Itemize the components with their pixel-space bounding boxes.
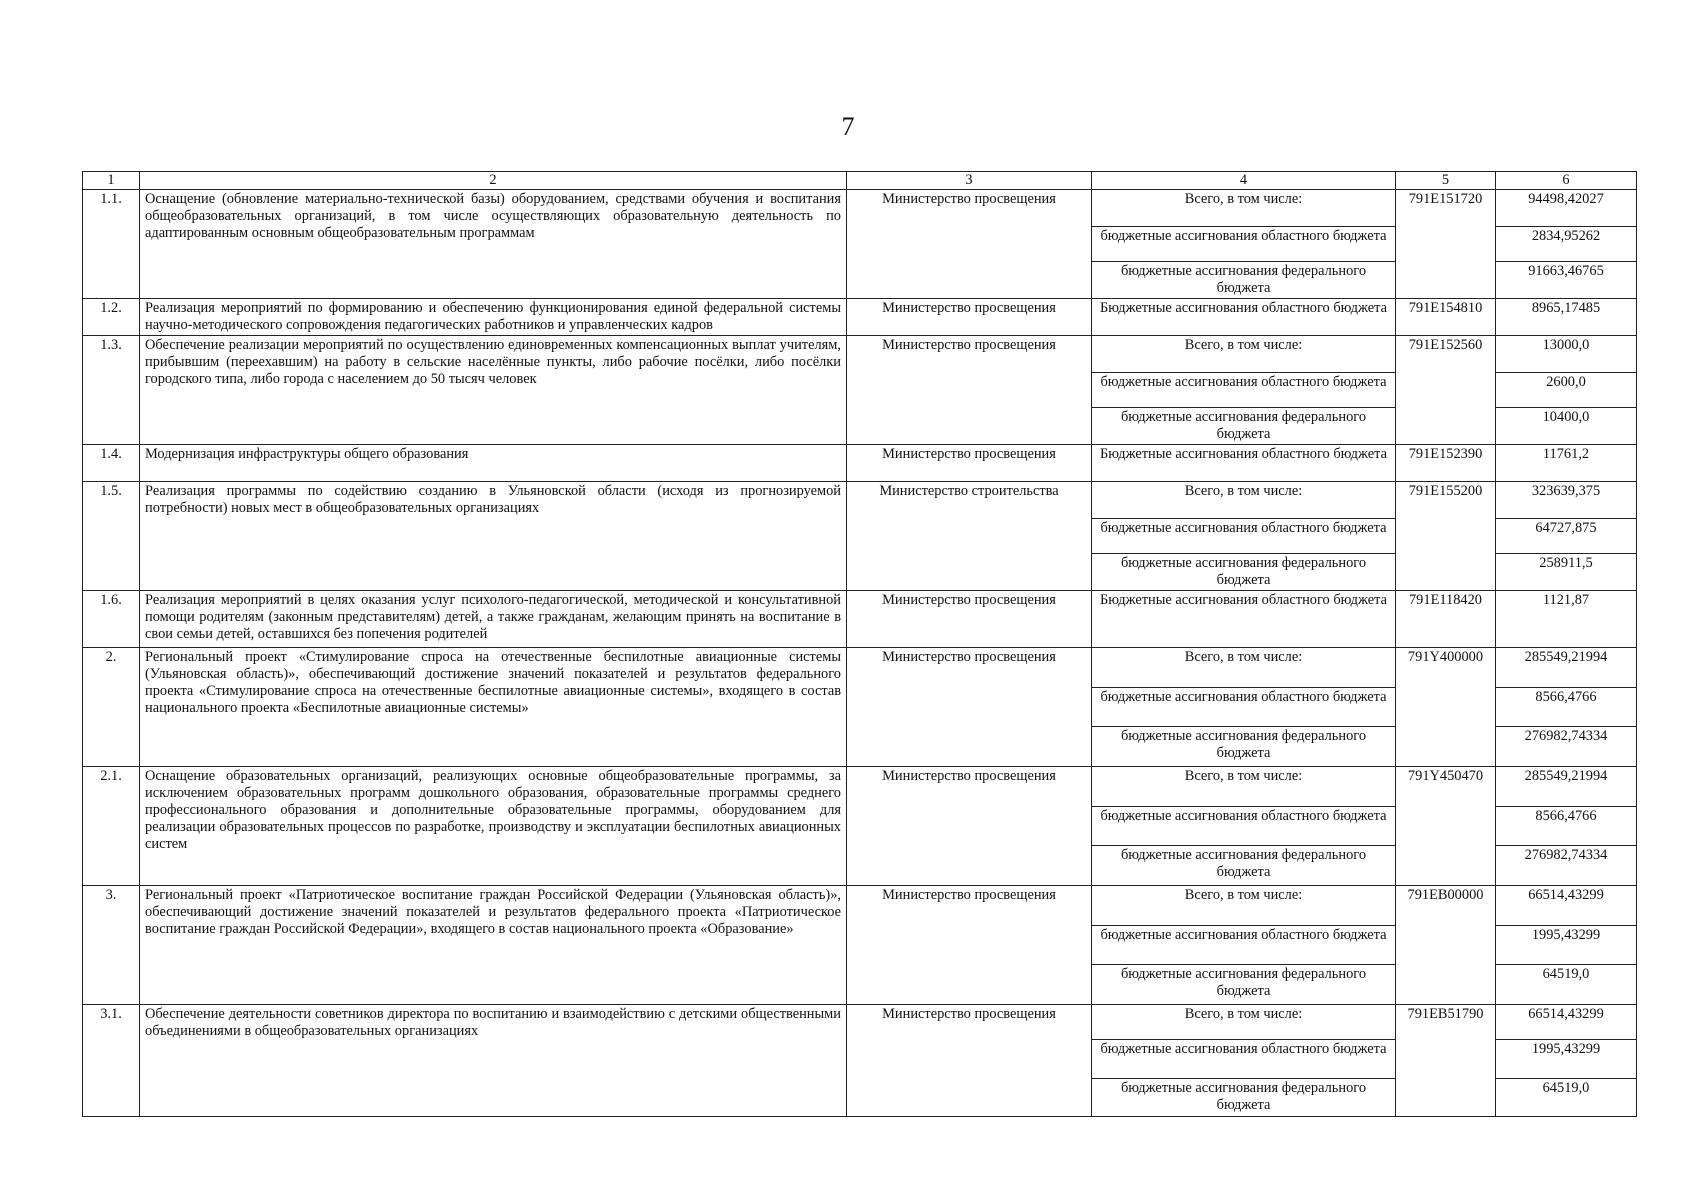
budget-table [82,171,1637,1117]
funding-amount: 285549,21994 [1496,767,1637,807]
row-number: 1.2. [83,299,140,336]
table-row [83,591,1637,648]
funding-amount: 13000,0 [1496,336,1637,373]
row-executor: Министерство просвещения [847,445,1092,482]
budget-code: 791E155200 [1396,482,1496,591]
row-number: 1.3. [83,336,140,445]
row-executor: Министерство просвещения [847,1005,1092,1117]
header-cell-1: 1 [83,172,140,190]
funding-source: бюджетные ассигнования областного бюджета [1092,519,1396,554]
funding-amount: 64519,0 [1496,965,1637,1005]
row-number: 2. [83,648,140,767]
row-description: Модернизация инфраструктуры общего образования [140,445,847,482]
table-row [83,482,1637,519]
funding-amount: 64519,0 [1496,1079,1637,1117]
budget-code: 791Y450470 [1396,767,1496,886]
row-description: Региональный проект «Патриотическое воспитание граждан Российской Федерации (Ульяновская область)», обеспечивающий достижение значений показателей и результатов федерального проекта «Патриотическое воспитание граждан Российской Федерации», входящего в состав национального проекта «Образование» [140,886,847,1005]
funding-amount: 1995,43299 [1496,926,1637,965]
budget-code: 791E151720 [1396,190,1496,299]
funding-source: бюджетные ассигнования федерального бюджета [1092,554,1396,591]
table-row [83,190,1637,227]
budget-code: 791EB00000 [1396,886,1496,1005]
budget-code: 791EB51790 [1396,1005,1496,1117]
funding-amount: 64727,875 [1496,519,1637,554]
row-executor: Министерство просвещения [847,336,1092,445]
row-executor: Министерство просвещения [847,299,1092,336]
header-cell-6: 6 [1496,172,1637,190]
funding-source: Всего, в том числе: [1092,648,1396,688]
funding-amount: 1995,43299 [1496,1040,1637,1079]
budget-code: 791E118420 [1396,591,1496,648]
row-executor: Министерство строительства [847,482,1092,591]
funding-source: бюджетные ассигнования федерального бюджета [1092,1079,1396,1117]
funding-source: бюджетные ассигнования федерального бюджета [1092,846,1396,886]
row-number: 3. [83,886,140,1005]
row-description: Оснащение образовательных организаций, реализующих основные общеобразовательные программы, за исключением образовательных программ дошкольного образования, образовательные программы среднего профессионального образования и дополнительные образовательные программы, оборудованием для реализации образовательных процессов по разработке, производству и эксплуатации беспилотных авиационных систем [140,767,847,886]
funding-source: Всего, в том числе: [1092,886,1396,926]
row-description: Реализация программы по содействию созданию в Ульяновской области (исходя из прогнозируемой потребности) новых мест в общеобразовательных организациях [140,482,847,591]
funding-amount: 2834,95262 [1496,227,1637,262]
budget-code: 791E152390 [1396,445,1496,482]
row-description: Реализация мероприятий по формированию и обеспечению функционирования единой федеральной системы научно-методического сопровождения педагогических работников и управленческих кадров [140,299,847,336]
funding-amount: 8566,4766 [1496,688,1637,727]
header-cell-3: 3 [847,172,1092,190]
header-cell-2: 2 [140,172,847,190]
row-number: 3.1. [83,1005,140,1117]
funding-amount: 66514,43299 [1496,886,1637,926]
funding-source: Всего, в том числе: [1092,482,1396,519]
budget-code: 791Y400000 [1396,648,1496,767]
funding-amount: 2600,0 [1496,373,1637,408]
funding-source: Бюджетные ассигнования областного бюджета [1092,299,1396,336]
funding-amount: 66514,43299 [1496,1005,1637,1040]
row-description: Обеспечение деятельности советников директора по воспитанию и взаимодействию с детскими общественными объединениями в общеобразовательных организациях [140,1005,847,1117]
funding-source: бюджетные ассигнования федерального бюджета [1092,408,1396,445]
funding-source: бюджетные ассигнования областного бюджета [1092,1040,1396,1079]
funding-source: бюджетные ассигнования областного бюджета [1092,227,1396,262]
row-number: 1.5. [83,482,140,591]
page-number: 7 [841,112,855,141]
table-row [83,299,1637,336]
table-row [83,445,1637,482]
funding-source: бюджетные ассигнования областного бюджета [1092,926,1396,965]
row-executor: Министерство просвещения [847,190,1092,299]
header-row [83,172,1637,190]
funding-source: Бюджетные ассигнования областного бюджета [1092,591,1396,648]
funding-amount: 276982,74334 [1496,846,1637,886]
table-row [83,767,1637,807]
funding-source: Бюджетные ассигнования областного бюджета [1092,445,1396,482]
row-number: 1.4. [83,445,140,482]
funding-amount: 258911,5 [1496,554,1637,591]
funding-source: Всего, в том числе: [1092,190,1396,227]
funding-source: бюджетные ассигнования федерального бюджета [1092,262,1396,299]
header-cell-5: 5 [1396,172,1496,190]
funding-amount: 11761,2 [1496,445,1637,482]
funding-amount: 8566,4766 [1496,807,1637,846]
row-executor: Министерство просвещения [847,648,1092,767]
table-row [83,336,1637,373]
funding-amount: 285549,21994 [1496,648,1637,688]
table-row [83,648,1637,688]
row-number: 2.1. [83,767,140,886]
row-executor: Министерство просвещения [847,591,1092,648]
funding-amount: 91663,46765 [1496,262,1637,299]
row-description: Реализация мероприятий в целях оказания услуг психолого-педагогической, методической и консультативной помощи родителям (законным представителям) детей, а также гражданам, желающим принять на воспитание в свои семьи детей, оставшихся без попечения родителей [140,591,847,648]
funding-source: бюджетные ассигнования федерального бюджета [1092,727,1396,767]
funding-source: Всего, в том числе: [1092,336,1396,373]
funding-amount: 8965,17485 [1496,299,1637,336]
row-description: Обеспечение реализации мероприятий по осуществлению единовременных компенсационных выплат учителям, прибывшим (переехавшим) на работу в сельские населённые пункты, либо рабочие посёлки, либо посёлки городского типа, либо города с населением до 50 тысяч человек [140,336,847,445]
row-description: Региональный проект «Стимулирование спроса на отечественные беспилотные авиационные системы (Ульяновская область)», обеспечивающий достижение значений показателей и результатов федерального проекта «Стимулирование спроса на отечественные беспилотные авиационные системы», входящего в состав национального проекта «Беспилотные авиационные системы» [140,648,847,767]
funding-source: Всего, в том числе: [1092,767,1396,807]
row-description: Оснащение (обновление материально-технической базы) оборудованием, средствами обучения и воспитания общеобразовательных организаций, в том числе осуществляющих образовательную деятельность по адаптированным основным общеобразовательным программам [140,190,847,299]
funding-source: бюджетные ассигнования федерального бюджета [1092,965,1396,1005]
funding-source: бюджетные ассигнования областного бюджета [1092,373,1396,408]
funding-source: бюджетные ассигнования областного бюджета [1092,688,1396,727]
table-row [83,1005,1637,1040]
row-number: 1.1. [83,190,140,299]
funding-amount: 10400,0 [1496,408,1637,445]
funding-amount: 94498,42027 [1496,190,1637,227]
funding-source: бюджетные ассигнования областного бюджета [1092,807,1396,846]
funding-amount: 276982,74334 [1496,727,1637,767]
row-number: 1.6. [83,591,140,648]
row-executor: Министерство просвещения [847,886,1092,1005]
funding-amount: 1121,87 [1496,591,1637,648]
row-executor: Министерство просвещения [847,767,1092,886]
funding-amount: 323639,375 [1496,482,1637,519]
header-cell-4: 4 [1092,172,1396,190]
funding-source: Всего, в том числе: [1092,1005,1396,1040]
budget-code: 791E152560 [1396,336,1496,445]
table-row [83,886,1637,926]
budget-code: 791E154810 [1396,299,1496,336]
